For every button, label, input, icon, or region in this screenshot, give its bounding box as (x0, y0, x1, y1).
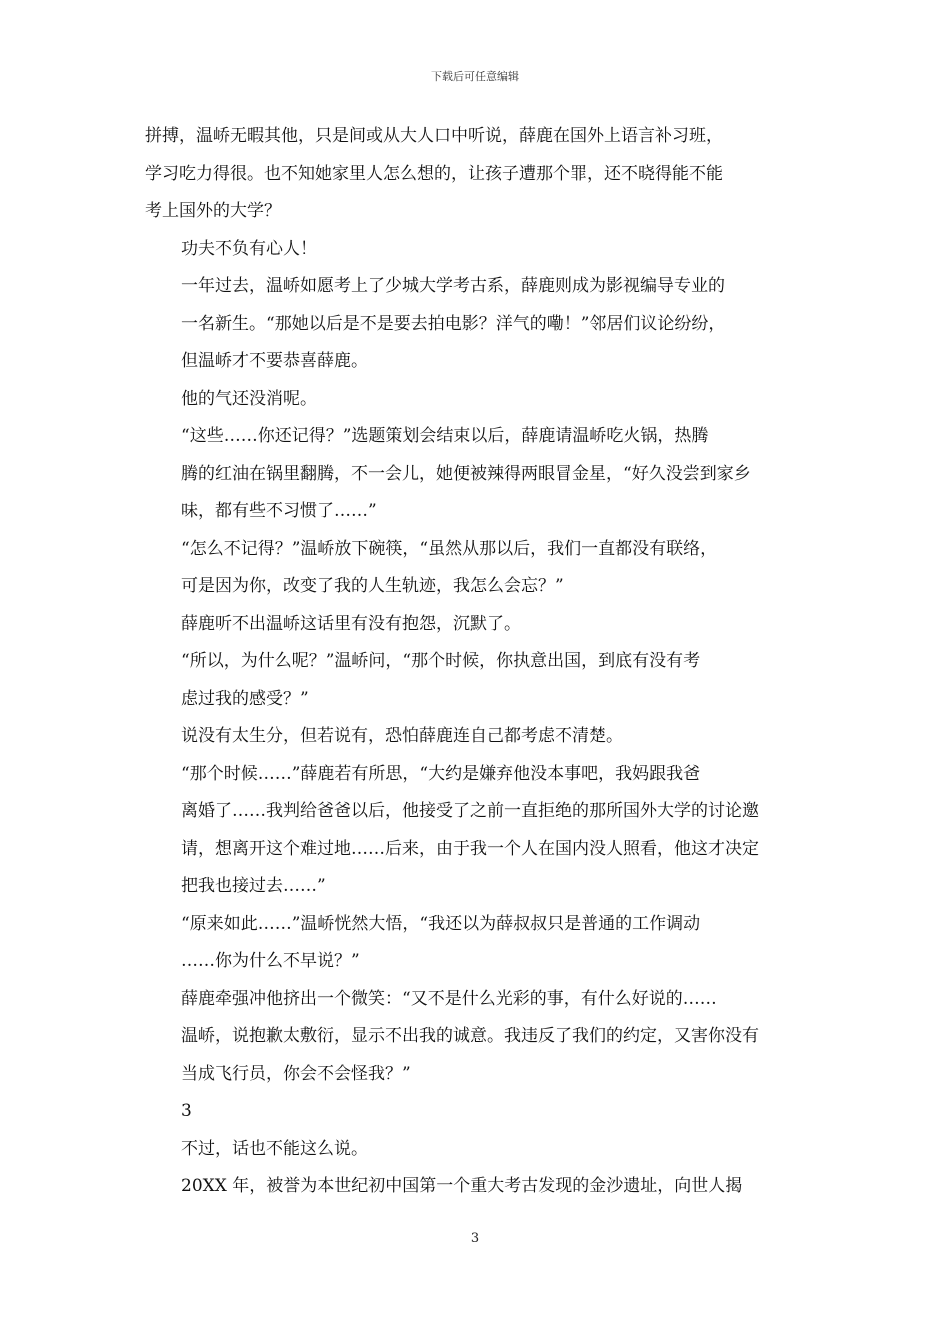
text-line: 虑过我的感受？” (181, 688, 309, 709)
document-body (145, 118, 817, 1206)
text-line: 一年过去，温峤如愿考上了少城大学考古系，薛鹿则成为影视编导专业的 (181, 276, 725, 296)
text-line: 3 (181, 1101, 192, 1121)
text-line: 薛鹿牵强冲他挤出一个微笑：“又不是什么光彩的事，有什么好说的…… (181, 988, 717, 1009)
text-line: 薛鹿听不出温峤这话里有没有抱怨，沉默了。 (181, 613, 521, 634)
paragraph (145, 1093, 817, 1131)
text-line: 味，都有些不习惯了……” (181, 501, 377, 521)
text-line: 请，想离开这个难过地……后来，由于我一个人在国内没人照看，他这才决定 (181, 838, 759, 859)
text-line: “这些……你还记得？”选题策划会结束以后，薛鹿请温峤吃火锅，热腾 (181, 426, 709, 446)
text-line: 可是因为你，改变了我的人生轨迹，我怎么会忘？” (181, 576, 564, 596)
text-line: 考上国外的大学？ (145, 201, 281, 221)
text-line: 但温峤才不要恭喜薛鹿。 (181, 351, 368, 371)
text-line: 当成飞行员，你会不会怪我？” (181, 1063, 411, 1084)
text-line: 20XX 年，被誉为本世纪初中国第一个重大考古发现的金沙遗址，向世人揭 (181, 1176, 743, 1196)
paragraph (145, 268, 817, 343)
paragraph (145, 718, 817, 756)
paragraph (145, 381, 817, 419)
paragraph (145, 531, 817, 606)
text-line: 一名新生。“那她以后是不是要去拍电影？洋气的嘞！”邻居们议论纷纷， (181, 313, 726, 334)
paragraph (145, 343, 817, 381)
text-line: 离婚了……我判给爸爸以后，他接受了之前一直拒绝的那所国外大学的讨论邀 (181, 801, 759, 821)
paragraph (145, 118, 817, 231)
text-line: ……你为什么不早说？” (181, 951, 360, 971)
page-header: 下载后可任意编辑 (431, 70, 519, 83)
text-line: 说没有太生分，但若说有，恐怕薛鹿连自己都考虑不清楚。 (181, 726, 623, 746)
text-line: “原来如此……”温峤恍然大悟，“我还以为薛叔叔只是普通的工作调动 (181, 913, 701, 934)
text-line: 他的气还没消呢。 (181, 388, 317, 409)
text-line: 把我也接过去……” (181, 876, 326, 896)
text-line: 腾的红油在锅里翻腾，不一会儿，她便被辣得两眼冒金星，“好久没尝到家乡 (181, 463, 751, 484)
text-line: 拼搏，温峤无暇其他，只是间或从大人口中听说，薛鹿在国外上语言补习班， (145, 126, 723, 146)
text-line: 功夫不负有心人！ (181, 238, 317, 259)
paragraph (145, 418, 817, 531)
paragraph (145, 1131, 817, 1169)
text-line: “怎么不记得？”温峤放下碗筷，“虽然从那以后，我们一直都没有联络， (181, 538, 718, 559)
text-line: 温峤，说抱歉太敷衍，显示不出我的诚意。我违反了我们的约定，又害你没有 (181, 1026, 759, 1046)
text-line: 不过，话也不能这么说。 (181, 1138, 368, 1159)
text-line: “那个时候……”薛鹿若有所思，“大约是嫌弃他没本事吧，我妈跟我爸 (181, 763, 701, 784)
paragraph (145, 231, 817, 269)
paragraph (145, 1168, 817, 1206)
paragraph (145, 643, 817, 718)
text-line: “所以，为什么呢？”温峤问，“那个时候，你执意出国，到底有没有考 (181, 651, 701, 671)
paragraph (145, 906, 817, 981)
paragraph (145, 981, 817, 1094)
paragraph (145, 756, 817, 906)
paragraph (145, 606, 817, 644)
page-number: 3 (470, 1231, 480, 1246)
text-line: 学习吃力得很。也不知她家里人怎么想的，让孩子遭那个罪，还不晓得能不能 (145, 163, 723, 184)
